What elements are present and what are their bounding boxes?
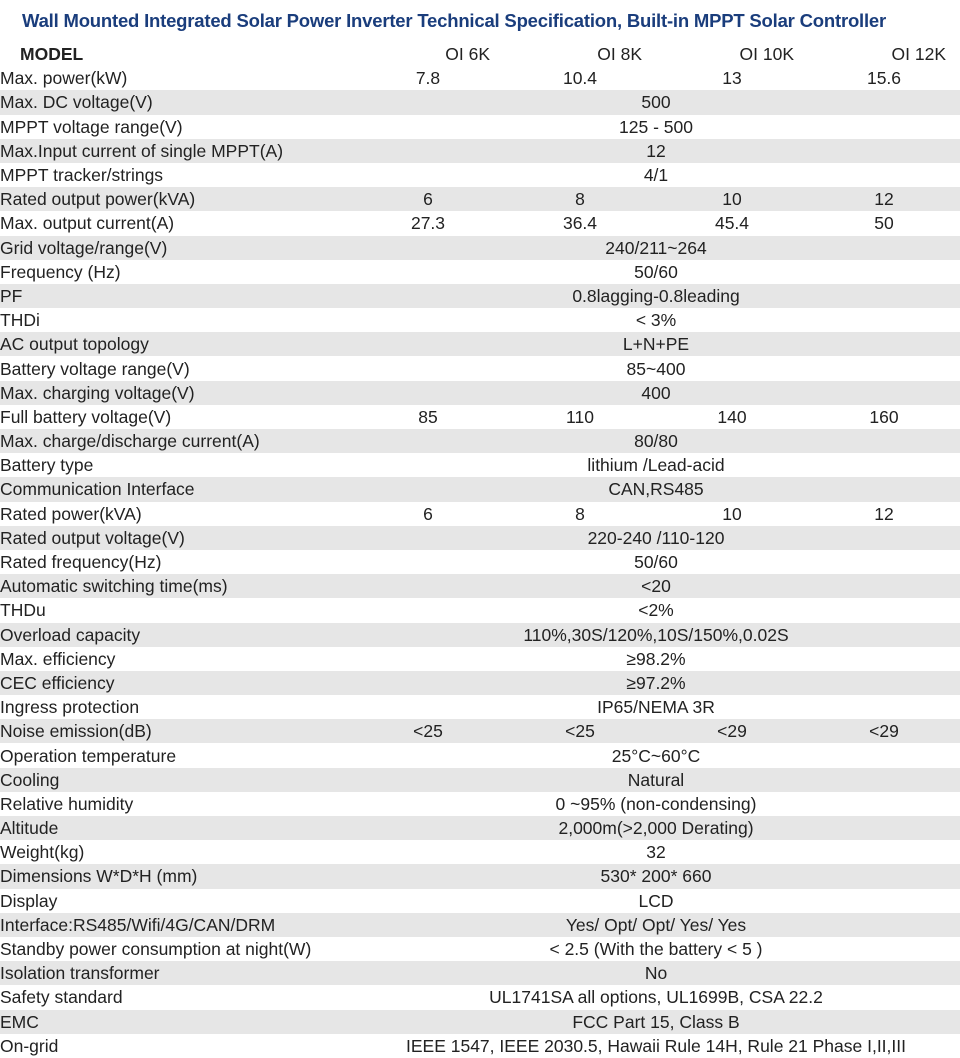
table-row [0, 139, 960, 163]
table-row [0, 743, 960, 767]
spec-value: ≥98.2% [626, 648, 686, 669]
table-row [0, 381, 960, 405]
spec-label: Rated output power(kVA) [0, 189, 196, 210]
table-row [0, 840, 960, 864]
spec-label: Max. DC voltage(V) [0, 92, 153, 113]
spec-value: Yes/ Opt/ Opt/ Yes/ Yes [565, 914, 747, 935]
spec-value: 140 [717, 406, 747, 427]
table-row [0, 260, 960, 284]
spec-value: 50 [874, 213, 894, 234]
spec-label: CEC efficiency [0, 672, 115, 693]
table-row [0, 719, 960, 743]
spec-value: <20 [641, 576, 671, 597]
spec-value: CAN,RS485 [608, 479, 704, 500]
table-row [0, 405, 960, 429]
table-row [0, 66, 960, 90]
spec-value: 27.3 [410, 213, 446, 234]
table-row [0, 284, 960, 308]
spec-label: Overload capacity [0, 624, 141, 645]
spec-value: 36.4 [562, 213, 598, 234]
spec-value: 80/80 [634, 431, 678, 452]
spec-value: L+N+PE [622, 334, 690, 355]
spec-value: <25 [565, 721, 595, 742]
spec-value: <29 [717, 721, 747, 742]
spec-label: AC output topology [0, 334, 149, 355]
spec-value: 0 ~95% (non-condensing) [555, 793, 757, 814]
spec-value: 32 [646, 842, 666, 863]
spec-value: 160 [869, 406, 899, 427]
spec-label: Isolation transformer [0, 963, 160, 984]
spec-value: ≥97.2% [626, 672, 686, 693]
page-title: Wall Mounted Integrated Solar Power Inverter Technical Specification, Built-in MPPT Solar Controller [22, 10, 887, 31]
table-row [0, 889, 960, 913]
table-row [0, 453, 960, 477]
spec-label: MPPT voltage range(V) [0, 116, 183, 137]
table-row [0, 961, 960, 985]
table-row [0, 1010, 960, 1034]
spec-label: Rated output voltage(V) [0, 527, 185, 548]
model-name: OI 8K [597, 44, 642, 65]
table-row [0, 356, 960, 380]
spec-value: 8 [575, 503, 585, 524]
spec-value: 6 [423, 503, 433, 524]
table-row [0, 985, 960, 1009]
spec-label: Noise emission(dB) [0, 721, 152, 742]
spec-value: 0.8lagging-0.8leading [572, 285, 740, 306]
spec-value: LCD [638, 890, 674, 911]
spec-value: IP65/NEMA 3R [597, 697, 715, 718]
spec-value: 12 [646, 140, 666, 161]
spec-label: Max. output current(A) [0, 213, 175, 234]
table-row [0, 598, 960, 622]
spec-value: 4/1 [643, 165, 669, 186]
table-row [0, 429, 960, 453]
spec-value: 6 [423, 189, 433, 210]
table-row [0, 550, 960, 574]
spec-value: 12 [874, 503, 894, 524]
spec-value: 220-240 /110-120 [587, 527, 725, 548]
spec-table-body [0, 66, 960, 1058]
spec-label: Relative humidity [0, 793, 134, 814]
spec-label: Weight(kg) [0, 842, 85, 863]
spec-value: <25 [413, 721, 443, 742]
spec-label: Full battery voltage(V) [0, 406, 172, 427]
spec-value: 50/60 [634, 261, 678, 282]
spec-value: 530* 200* 660 [600, 866, 712, 887]
table-row [0, 864, 960, 888]
spec-label: Battery type [0, 455, 94, 476]
table-row [0, 574, 960, 598]
table-row [0, 816, 960, 840]
spec-label: Interface:RS485/Wifi/4G/CAN/DRM [0, 914, 276, 935]
spec-label: Frequency (Hz) [0, 261, 121, 282]
spec-value: lithium /Lead-acid [587, 455, 725, 476]
spec-label: Max.Input current of single MPPT(A) [0, 140, 284, 161]
spec-value: < 2.5 (With the battery < 5 ) [549, 939, 763, 960]
spec-label: EMC [0, 1011, 39, 1032]
spec-value: No [644, 963, 668, 984]
spec-label: Dimensions W*D*H (mm) [0, 866, 198, 887]
spec-label: Altitude [0, 818, 59, 839]
spec-table [0, 42, 960, 1058]
table-row [0, 913, 960, 937]
spec-value: 500 [641, 92, 671, 113]
spec-value: 85 [418, 406, 438, 427]
model-name: OI 6K [445, 44, 490, 65]
spec-value: 2,000m(>2,000 Derating) [558, 818, 754, 839]
spec-label: PF [0, 285, 23, 306]
spec-value: 10.4 [562, 68, 598, 89]
table-row [0, 332, 960, 356]
table-row [0, 477, 960, 501]
table-row [0, 623, 960, 647]
table-row [0, 163, 960, 187]
spec-label: Grid voltage/range(V) [0, 237, 168, 258]
table-row [0, 236, 960, 260]
spec-value: < 3% [635, 310, 677, 331]
table-row [0, 1034, 960, 1058]
spec-label: Max. power(kW) [0, 68, 128, 89]
spec-label: Max. charging voltage(V) [0, 382, 195, 403]
spec-value: 400 [641, 382, 671, 403]
spec-label: Cooling [0, 769, 60, 790]
spec-value: <29 [869, 721, 899, 742]
table-row [0, 647, 960, 671]
spec-label: THDu [0, 600, 46, 621]
table-row [0, 768, 960, 792]
table-row [0, 115, 960, 139]
spec-label: Safety standard [0, 987, 123, 1008]
table-row [0, 526, 960, 550]
spec-value: UL1741SA all options, UL1699B, CSA 22.2 [489, 987, 823, 1008]
table-header-row [0, 42, 960, 66]
table-row [0, 792, 960, 816]
spec-label: Rated frequency(Hz) [0, 552, 162, 573]
spec-value: 10 [722, 503, 742, 524]
spec-value: 50/60 [634, 552, 678, 573]
spec-label: Max. charge/discharge current(A) [0, 431, 260, 452]
spec-value: 85~400 [626, 358, 686, 379]
spec-value: FCC Part 15, Class B [572, 1011, 740, 1032]
spec-value: 8 [575, 189, 585, 210]
spec-value: 45.4 [714, 213, 750, 234]
spec-label: Communication Interface [0, 479, 195, 500]
spec-label: Standby power consumption at night(W) [0, 939, 312, 960]
model-name: OI 10K [739, 44, 794, 65]
spec-label: Automatic switching time(ms) [0, 576, 228, 597]
spec-value: 25°C~60°C [611, 745, 701, 766]
spec-label: MPPT tracker/strings [0, 165, 164, 186]
spec-label: On-grid [0, 1035, 59, 1056]
spec-label: Display [0, 890, 58, 911]
spec-value: 240/211~264 [605, 237, 707, 258]
spec-value: 15.6 [866, 68, 902, 89]
table-row [0, 937, 960, 961]
spec-label: Battery voltage range(V) [0, 358, 190, 379]
spec-label: Operation temperature [0, 745, 177, 766]
model-header-label: MODEL [20, 44, 84, 65]
table-row [0, 90, 960, 114]
table-row [0, 671, 960, 695]
table-row [0, 211, 960, 235]
spec-label: Ingress protection [0, 697, 140, 718]
spec-value: 12 [874, 189, 894, 210]
spec-value: 13 [722, 68, 742, 89]
table-row [0, 187, 960, 211]
table-row [0, 695, 960, 719]
spec-value: Natural [627, 769, 685, 790]
spec-value: 110%,30S/120%,10S/150%,0.02S [523, 624, 789, 645]
spec-label: THDi [0, 310, 40, 331]
spec-value: 125 - 500 [619, 116, 693, 137]
table-row [0, 308, 960, 332]
table-row [0, 502, 960, 526]
spec-value: IEEE 1547, IEEE 2030.5, Hawaii Rule 14H, Rule 21 Phase I,II,III [405, 1035, 906, 1056]
spec-value: 7.8 [415, 68, 441, 89]
spec-value: 10 [722, 189, 742, 210]
spec-label: Rated power(kVA) [0, 503, 142, 524]
model-name: OI 12K [891, 44, 946, 65]
spec-value: 110 [566, 406, 594, 427]
spec-value: <2% [638, 600, 674, 621]
spec-label: Max. efficiency [0, 648, 116, 669]
